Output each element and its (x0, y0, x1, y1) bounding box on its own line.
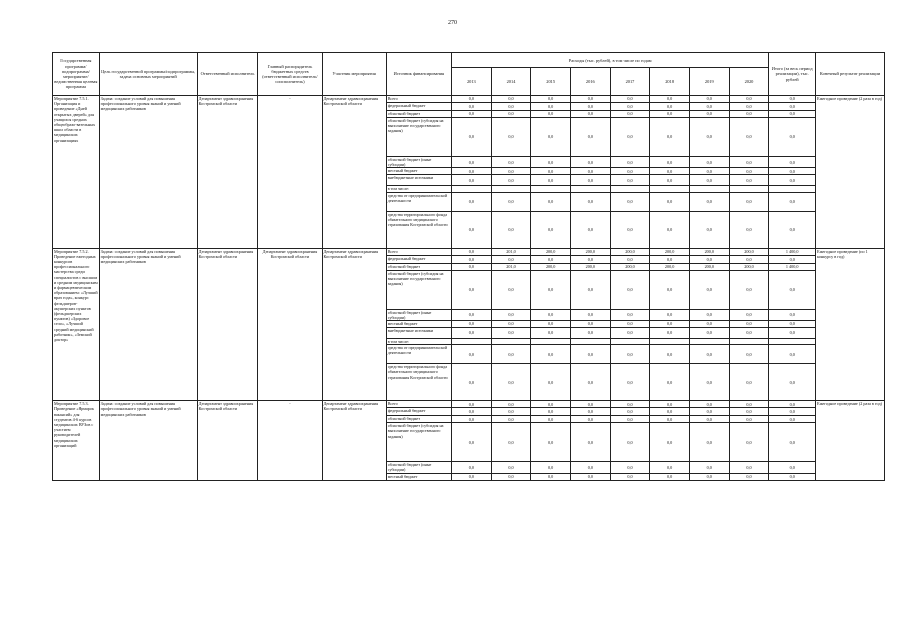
value-cell: 0,0 (452, 192, 492, 211)
source-label: в том числе: (386, 339, 451, 345)
value-cell: 0,0 (689, 96, 729, 103)
value-cell: 0,0 (531, 192, 571, 211)
value-cell: 0,0 (610, 416, 650, 423)
value-cell: 0,0 (452, 118, 492, 157)
measure-result: Ежегодное проведение (2 раза в год) (816, 401, 885, 480)
value-cell: 0,0 (491, 255, 531, 263)
value-cell: 0,0 (729, 270, 769, 309)
value-cell: 0,0 (452, 157, 492, 168)
value-cell: 0,0 (689, 473, 729, 480)
value-cell: 0,0 (729, 309, 769, 320)
value-cell: 0,0 (570, 401, 610, 408)
value-cell: 0,0 (452, 416, 492, 423)
value-cell: 0,0 (610, 321, 650, 328)
value-cell: 0,0 (610, 168, 650, 175)
measure-goal: Задача: создание условий для повышения профессионального уровня знаний и умений медицинских работников (99, 401, 197, 480)
value-cell: 0,0 (491, 96, 531, 103)
value-cell: 0,0 (729, 345, 769, 364)
source-label: областной бюджет (иные субсидии) (386, 462, 451, 473)
value-cell: 0,0 (689, 175, 729, 186)
value-cell: 0,0 (610, 345, 650, 364)
value-cell: 0,0 (491, 401, 531, 408)
table-row (53, 248, 885, 255)
total-cell: 0,0 (769, 157, 816, 168)
value-cell: 0,0 (531, 401, 571, 408)
value-cell: 0,0 (610, 211, 650, 248)
source-label: областной бюджет (субсидия на выполнение государственного задания) (386, 270, 451, 309)
col-chief: Главный распорядитель бюджетных средств (ответственный исполнитель/ соисполнитель) (258, 53, 322, 96)
value-cell: 0,0 (689, 211, 729, 248)
value-cell: 0,0 (729, 364, 769, 401)
value-cell: 0,0 (610, 473, 650, 480)
value-cell: 0,0 (531, 118, 571, 157)
year-header: 2013 (452, 68, 492, 96)
total-cell: 0,0 (769, 345, 816, 364)
value-cell: 0,0 (531, 473, 571, 480)
value-cell: 200,0 (689, 248, 729, 255)
total-cell: 0,0 (769, 473, 816, 480)
measure-participant: Департамент здравоохранения Костромской области (322, 248, 386, 401)
value-cell: 0,0 (452, 255, 492, 263)
year-header: 2015 (531, 68, 571, 96)
value-cell: 0,0 (452, 423, 492, 462)
source-label: средства территориального фонда обязательного медицинского страхования Костромской области (386, 364, 451, 401)
total-cell: 0,0 (769, 321, 816, 328)
value-cell: 0,0 (689, 309, 729, 320)
source-label: областной бюджет (386, 111, 451, 118)
value-cell: 0,0 (650, 270, 690, 309)
value-cell: 0,0 (610, 103, 650, 111)
total-cell: 0,0 (769, 364, 816, 401)
value-cell: 0,0 (531, 321, 571, 328)
value-cell: 0,0 (729, 462, 769, 473)
value-cell: 0,0 (491, 175, 531, 186)
source-label: средства от предпринимательской деятельности (386, 345, 451, 364)
value-cell: 0,0 (610, 423, 650, 462)
value-cell: 0,0 (729, 423, 769, 462)
total-cell: 0,0 (769, 175, 816, 186)
year-header: 2019 (689, 68, 729, 96)
total-cell: 0,0 (769, 270, 816, 309)
value-cell: 0,0 (491, 416, 531, 423)
value-cell: 0,0 (491, 192, 531, 211)
value-cell: 0,0 (452, 401, 492, 408)
value-cell: 0,0 (570, 270, 610, 309)
value-cell: 0,0 (491, 473, 531, 480)
table-body (53, 96, 885, 481)
value-cell: 0,0 (570, 96, 610, 103)
value-cell: 0,0 (531, 175, 571, 186)
value-cell: 0,0 (650, 175, 690, 186)
financing-table (52, 52, 885, 481)
value-cell: 0,0 (650, 255, 690, 263)
value-cell: 0,0 (531, 157, 571, 168)
measure-result: Ежегодное проведение (по 1 конкурсу в год) (816, 248, 885, 401)
source-label: Всего (386, 96, 451, 103)
value-cell: 0,0 (570, 364, 610, 401)
value-cell: 0,0 (729, 111, 769, 118)
value-cell: 0,0 (729, 408, 769, 416)
total-cell: 0,0 (769, 401, 816, 408)
value-cell: 0,0 (650, 473, 690, 480)
value-cell: 0,0 (650, 328, 690, 339)
value-cell: 201,0 (491, 248, 531, 255)
value-cell: 0,0 (610, 175, 650, 186)
value-cell: 0,0 (570, 309, 610, 320)
value-cell: 200,0 (610, 263, 650, 270)
value-cell: 0,0 (452, 408, 492, 416)
value-cell: 0,0 (531, 408, 571, 416)
source-label: местный бюджет (386, 473, 451, 480)
value-cell: 0,0 (491, 103, 531, 111)
value-cell: 0,0 (452, 462, 492, 473)
col-result: Конечный результат реализации (816, 53, 885, 96)
value-cell: 0,0 (570, 416, 610, 423)
value-cell: 0,0 (729, 321, 769, 328)
value-cell: 0,0 (689, 462, 729, 473)
value-cell: 0,0 (729, 168, 769, 175)
source-label: местный бюджет (386, 168, 451, 175)
value-cell: 0,0 (491, 111, 531, 118)
value-cell: 0,0 (610, 118, 650, 157)
value-cell: 0,0 (650, 408, 690, 416)
value-cell: 0,0 (650, 401, 690, 408)
col-source: Источник финансирования (386, 53, 451, 96)
table-header (53, 53, 885, 96)
measure-participant: Департамент здравоохранения Костромской области (322, 96, 386, 249)
total-cell: 0,0 (769, 309, 816, 320)
value-cell: 200,0 (689, 263, 729, 270)
source-label: Всего (386, 248, 451, 255)
source-label: областной бюджет (субсидия на выполнение государственного задания) (386, 118, 451, 157)
source-label: областной бюджет (386, 263, 451, 270)
value-cell: 0,0 (491, 270, 531, 309)
total-cell: 0,0 (769, 255, 816, 263)
value-cell: 0,0 (650, 103, 690, 111)
value-cell: 0,0 (610, 255, 650, 263)
total-cell: 0,0 (769, 192, 816, 211)
year-header: 2014 (491, 68, 531, 96)
value-cell: 0,0 (650, 168, 690, 175)
col-expenses: Расходы (тыс. рублей), в том числе по годам (452, 53, 769, 68)
value-cell: 0,0 (610, 111, 650, 118)
value-cell: 0,0 (570, 462, 610, 473)
value-cell: 0,0 (650, 118, 690, 157)
total-cell: 0,0 (769, 423, 816, 462)
page-number: 270 (448, 20, 457, 26)
source-label: областной бюджет (субсидия на выполнение государственного задания) (386, 423, 451, 462)
source-label: Всего (386, 401, 451, 408)
value-cell: 0,0 (452, 211, 492, 248)
value-cell: 0,0 (729, 175, 769, 186)
value-cell: 0,0 (570, 321, 610, 328)
total-cell: 0,0 (769, 168, 816, 175)
measure-responsible: Департамент здравоохранения Костромской области (197, 401, 258, 480)
total-cell: 0,0 (769, 96, 816, 103)
total-cell: 0,0 (769, 211, 816, 248)
value-cell: 0,0 (610, 309, 650, 320)
value-cell: 0,0 (689, 103, 729, 111)
value-cell: 0,0 (570, 111, 610, 118)
source-label: средства территориального фонда обязательного медицинского страхования Костромской области (386, 211, 451, 248)
value-cell: 0,0 (650, 364, 690, 401)
value-cell: 0,0 (650, 192, 690, 211)
value-cell: 0,0 (689, 118, 729, 157)
value-cell: 0,0 (452, 96, 492, 103)
value-cell: 0,0 (729, 96, 769, 103)
value-cell: 0,0 (729, 255, 769, 263)
measure-goal: Задача: создание условий для повышения профессионального уровня знаний и умений медицинских работников (99, 96, 197, 249)
total-cell: 0,0 (769, 408, 816, 416)
value-cell: 0,0 (570, 423, 610, 462)
source-label: федеральный бюджет (386, 103, 451, 111)
value-cell: 0,0 (689, 328, 729, 339)
value-cell: 0,0 (729, 211, 769, 248)
value-cell: 0,0 (650, 96, 690, 103)
value-cell: 0,0 (650, 157, 690, 168)
measure-name: Мероприятие 7.5.2. Проведение ежегодных конкурсов профессионального мастерства среди специалистов с высшим и средним медицинским и фармацевтическим образованием: «Лучший врач года», конкурс фельдшеров-акушерских пунктов (фельдшерских пунктов) «Здоровое село», «Лучший средний медицинский работник», «Земский доктор» (53, 248, 100, 401)
value-cell: 0,0 (610, 270, 650, 309)
value-cell: 200,0 (650, 248, 690, 255)
source-label: в том числе: (386, 186, 451, 192)
measure-chief: Департамент здравоохранения Костромской области (258, 248, 322, 401)
value-cell: 0,0 (531, 416, 571, 423)
value-cell: 0,0 (452, 248, 492, 255)
value-cell: 0,0 (452, 321, 492, 328)
value-cell: 200,0 (570, 248, 610, 255)
value-cell: 0,0 (729, 103, 769, 111)
value-cell: 0,0 (531, 103, 571, 111)
value-cell: 0,0 (689, 111, 729, 118)
value-cell: 0,0 (570, 345, 610, 364)
source-label: федеральный бюджет (386, 255, 451, 263)
value-cell: 0,0 (570, 408, 610, 416)
measure-responsible: Департамент здравоохранения Костромской области (197, 96, 258, 249)
value-cell: 0,0 (491, 328, 531, 339)
source-label: местный бюджет (386, 321, 451, 328)
value-cell: 0,0 (531, 211, 571, 248)
source-label: федеральный бюджет (386, 408, 451, 416)
value-cell: 0,0 (491, 321, 531, 328)
value-cell: 0,0 (689, 270, 729, 309)
value-cell: 0,0 (452, 103, 492, 111)
value-cell: 200,0 (650, 263, 690, 270)
value-cell: 0,0 (452, 309, 492, 320)
value-cell: 0,0 (531, 328, 571, 339)
total-cell: 0,0 (769, 328, 816, 339)
value-cell: 0,0 (570, 103, 610, 111)
total-cell: 1 400,0 (769, 263, 816, 270)
value-cell: 0,0 (610, 401, 650, 408)
total-cell: 0,0 (769, 111, 816, 118)
value-cell: 0,0 (491, 423, 531, 462)
source-label: внебюджетные источники (386, 328, 451, 339)
measure-name: Мероприятие 7.5.3. Проведение «Ярмарок вакансий» для студентов 4-6 курсов медицинских ВУЗов с участием руководителей медицинских организаций (53, 401, 100, 480)
value-cell: 0,0 (729, 473, 769, 480)
value-cell: 0,0 (570, 473, 610, 480)
value-cell: 0,0 (689, 192, 729, 211)
value-cell: 0,0 (689, 401, 729, 408)
value-cell: 0,0 (452, 473, 492, 480)
value-cell: 0,0 (491, 309, 531, 320)
value-cell: 0,0 (452, 345, 492, 364)
value-cell: 0,0 (610, 364, 650, 401)
value-cell: 0,0 (452, 168, 492, 175)
col-total: Итого (за весь период реализации), тыс. рублей (769, 53, 816, 96)
value-cell: 0,0 (570, 157, 610, 168)
value-cell: 0,0 (452, 328, 492, 339)
value-cell: 200,0 (610, 248, 650, 255)
value-cell: 200,0 (729, 248, 769, 255)
value-cell: 0,0 (452, 111, 492, 118)
value-cell: 0,0 (729, 192, 769, 211)
value-cell: 0,0 (452, 263, 492, 270)
table-row (53, 96, 885, 103)
value-cell: 0,0 (689, 408, 729, 416)
value-cell: 0,0 (689, 157, 729, 168)
value-cell: 0,0 (689, 255, 729, 263)
total-cell: 0,0 (769, 118, 816, 157)
value-cell: 0,0 (570, 168, 610, 175)
year-header: 2018 (650, 68, 690, 96)
col-goal: Цель государственной программы/подпрограммы, задача основных мероприятий (99, 53, 197, 96)
value-cell: 0,0 (610, 408, 650, 416)
measure-name: Мероприятие 7.5.1. Организация и проведение «Дней открытых дверей» для учащихся средних общеобразо-вательных школ области в медицинских организациях (53, 96, 100, 249)
value-cell: 0,0 (491, 157, 531, 168)
measure-responsible: Департамент здравоохранения Костромской области (197, 248, 258, 401)
value-cell: 0,0 (650, 423, 690, 462)
value-cell: 200,0 (531, 263, 571, 270)
value-cell: 0,0 (650, 345, 690, 364)
measure-chief: - (258, 401, 322, 480)
source-label: внебюджетные источники (386, 175, 451, 186)
value-cell: 0,0 (570, 255, 610, 263)
value-cell: 0,0 (570, 118, 610, 157)
value-cell: 0,0 (570, 175, 610, 186)
value-cell: 0,0 (610, 192, 650, 211)
value-cell: 0,0 (650, 416, 690, 423)
value-cell: 0,0 (452, 364, 492, 401)
measure-participant: Департамент здравоохранения Костромской области (322, 401, 386, 480)
value-cell: 0,0 (531, 309, 571, 320)
value-cell: 0,0 (531, 96, 571, 103)
value-cell: 0,0 (531, 423, 571, 462)
total-cell: 0,0 (769, 416, 816, 423)
total-cell: 0,0 (769, 462, 816, 473)
value-cell: 0,0 (452, 175, 492, 186)
value-cell: 0,0 (650, 111, 690, 118)
col-participant: Участник мероприятия (322, 53, 386, 96)
value-cell: 0,0 (650, 211, 690, 248)
value-cell: 0,0 (531, 270, 571, 309)
value-cell: 0,0 (491, 462, 531, 473)
value-cell: 0,0 (650, 321, 690, 328)
value-cell: 0,0 (452, 270, 492, 309)
year-header: 2017 (610, 68, 650, 96)
value-cell: 0,0 (610, 96, 650, 103)
measure-chief: - (258, 96, 322, 249)
value-cell: 0,0 (689, 423, 729, 462)
value-cell: 0,0 (729, 416, 769, 423)
value-cell: 0,0 (729, 118, 769, 157)
value-cell: 0,0 (491, 168, 531, 175)
value-cell: 0,0 (689, 168, 729, 175)
value-cell: 0,0 (729, 328, 769, 339)
table-row (53, 401, 885, 408)
year-header: 2020 (729, 68, 769, 96)
value-cell: 0,0 (570, 211, 610, 248)
value-cell: 200,0 (729, 263, 769, 270)
value-cell: 0,0 (610, 157, 650, 168)
value-cell: 0,0 (729, 401, 769, 408)
value-cell: 0,0 (729, 157, 769, 168)
value-cell: 0,0 (491, 364, 531, 401)
value-cell: 0,0 (689, 364, 729, 401)
value-cell: 200,0 (570, 263, 610, 270)
value-cell: 0,0 (570, 192, 610, 211)
value-cell: 0,0 (570, 328, 610, 339)
measure-goal: Задача: создание условий для повышения профессионального уровня знаний и умений медицинских работников (99, 248, 197, 401)
value-cell: 0,0 (689, 345, 729, 364)
value-cell: 0,0 (689, 321, 729, 328)
value-cell: 0,0 (650, 309, 690, 320)
value-cell: 201,0 (491, 263, 531, 270)
value-cell: 0,0 (531, 462, 571, 473)
value-cell: 0,0 (610, 328, 650, 339)
source-label: средства от предпринимательской деятельности (386, 192, 451, 211)
value-cell: 0,0 (531, 168, 571, 175)
value-cell: 0,0 (650, 462, 690, 473)
measure-result: Ежегодное проведение (2 раза в год) (816, 96, 885, 249)
value-cell: 0,0 (491, 118, 531, 157)
value-cell: 0,0 (491, 408, 531, 416)
value-cell: 0,0 (531, 364, 571, 401)
source-label: областной бюджет (иные субсидии) (386, 157, 451, 168)
value-cell: 0,0 (689, 416, 729, 423)
value-cell: 200,0 (531, 248, 571, 255)
value-cell: 0,0 (491, 345, 531, 364)
source-label: областной бюджет (иные субсидии) (386, 309, 451, 320)
source-label: областной бюджет (386, 416, 451, 423)
total-cell: 1 400,0 (769, 248, 816, 255)
col-responsible: Ответственный исполнитель (197, 53, 258, 96)
value-cell: 0,0 (531, 255, 571, 263)
value-cell: 0,0 (531, 111, 571, 118)
value-cell: 0,0 (531, 345, 571, 364)
col-program: Государственная программа/подпрограмма/ мероприятие/ ведомственная целевая программа (53, 53, 100, 96)
total-cell: 0,0 (769, 103, 816, 111)
value-cell: 0,0 (491, 211, 531, 248)
value-cell: 0,0 (610, 462, 650, 473)
year-header: 2016 (570, 68, 610, 96)
